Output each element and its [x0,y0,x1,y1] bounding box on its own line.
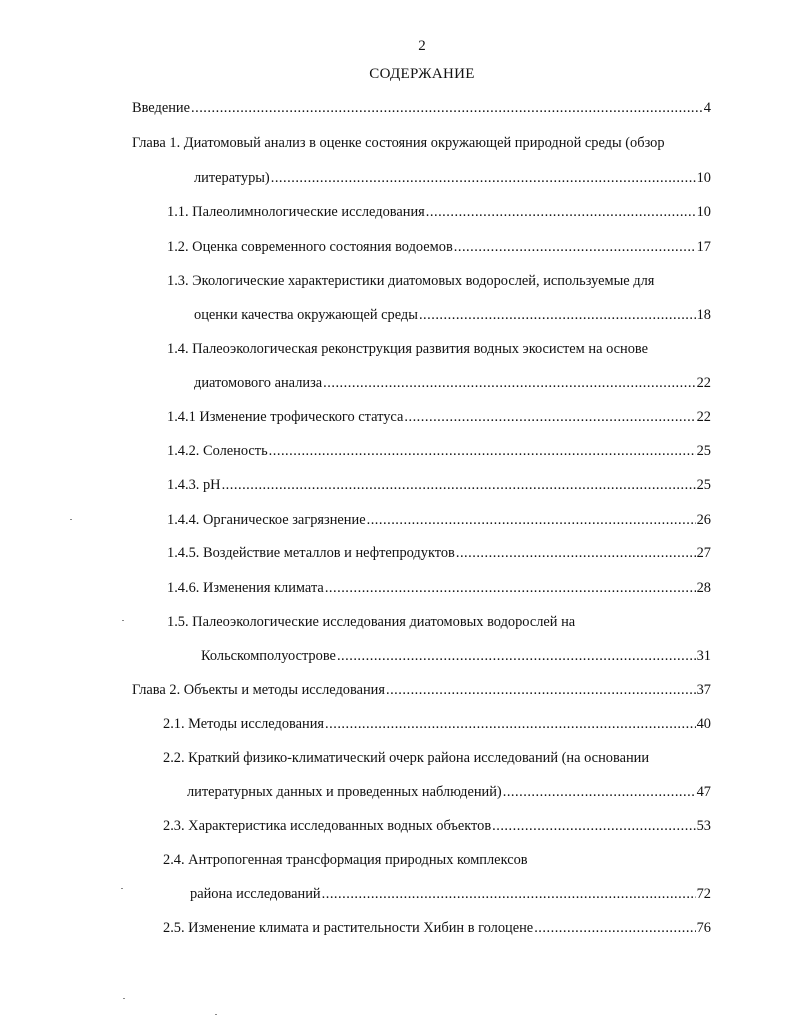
toc-page-number: 47 [696,784,711,800]
toc-entry-1-2 [167,237,711,257]
scan-speck [70,519,72,520]
scan-speck [122,620,124,621]
toc-entry-1-4-3 [167,475,711,495]
toc-entry-1-5-line-1: 1.5. Палеоэкологические исследования диатомовых водорослей на [167,614,576,630]
dot-leader [322,884,696,904]
dot-leader [325,578,696,598]
toc-page-number: 25 [696,477,711,493]
toc-entry-1-4-6 [167,578,711,598]
toc-entry-text: 1.2. Оценка современного состояния водоемов [167,239,453,255]
toc-entry-1-3-line-2 [194,305,711,325]
toc-entry-1-4-2 [167,441,711,461]
toc-entry-text: Введение [132,100,191,116]
toc-page-number: 22 [696,375,711,391]
dot-leader [337,646,696,666]
toc-entry-2-5 [163,918,711,938]
toc-entry-chapter-1-line-2 [194,168,711,188]
toc-entry-2-4-line-2 [190,884,711,904]
toc-entry-1-4-4 [167,510,711,530]
toc-entry-text: 1.4.4. Органическое загрязнение [167,512,366,528]
toc-page-number: 76 [696,920,711,936]
dot-leader [456,543,696,563]
dot-leader [492,816,695,836]
toc-entry-text: 1.4.5. Воздействие металлов и нефтепродуктов [167,545,455,561]
toc-entry-1-4-line-2 [194,373,711,393]
scan-speck [123,998,125,999]
dot-leader [386,680,696,700]
toc-page-number: 27 [696,545,711,561]
toc-entry-text: диатомового анализа [194,375,323,391]
toc-entry-text: литературных данных и проведенных наблюдений) [187,784,502,800]
toc-entry-1-4-1 [167,407,711,427]
toc-entry-2-3 [163,816,711,836]
toc-entry-text: 2.1. Методы исследования [163,716,325,732]
toc-entry-1-4-line-1: 1.4. Палеоэкологическая реконструкция развития водных экосистем на основе [167,341,649,357]
toc-page-number: 4 [703,100,711,116]
dot-leader [426,202,696,222]
toc-entry-1-5-line-2 [201,646,711,666]
toc-entry-intro [132,98,711,118]
toc-entry-chapter-1-line-1: Глава 1. Диатомовый анализ в оценке состояния окружающей природной среды (обзор [132,135,665,151]
toc-entry-text: 2.5. Изменение климата и растительности Хибин в голоцене [163,920,534,936]
toc-page-number: 26 [696,512,711,528]
toc-entry-text: 1.4.1 Изменение трофического статуса [167,409,404,425]
toc-entry-chapter-2 [132,680,711,700]
dot-leader [503,782,696,802]
toc-page-number: 10 [696,204,711,220]
toc-entry-text: литературы) [194,170,270,186]
toc-page-number: 25 [696,443,711,459]
scan-speck [121,888,123,889]
page-title: СОДЕРЖАНИЕ [369,66,475,82]
toc-page-number: 40 [696,716,711,732]
toc-page-number: 17 [696,239,711,255]
toc-entry-text: Кольскомполуострове [201,648,336,664]
toc-page-number: 28 [696,580,711,596]
dot-leader [454,237,696,257]
toc-page-number: 53 [696,818,711,834]
dot-leader [191,98,703,118]
toc-entry-text: оценки качества окружающей среды [194,307,418,323]
toc-page-number: 31 [696,648,711,664]
dot-leader [222,475,696,495]
toc-page-number: 10 [696,170,711,186]
scan-speck [215,1014,217,1015]
dot-leader [534,918,695,938]
toc-entry-text: 1.4.2. Соленость [167,443,268,459]
dot-leader [404,407,695,427]
toc-entry-text: 2.3. Характеристика исследованных водных объектов [163,818,492,834]
toc-page-number: 37 [696,682,711,698]
toc-entry-1-3-line-1: 1.3. Экологические характеристики диатомовых водорослей, используемые для [167,273,655,289]
toc-entry-1-1 [167,202,711,222]
toc-entry-text: 1.1. Палеолимнологические исследования [167,204,425,220]
dot-leader [269,441,696,461]
toc-entry-1-4-5 [167,543,711,563]
dot-leader [323,373,695,393]
dot-leader [367,510,696,530]
toc-entry-2-1 [163,714,711,734]
dot-leader [325,714,696,734]
toc-entry-text: района исследований [190,886,321,902]
toc-page-number: 72 [696,886,711,902]
toc-entry-2-4-line-1: 2.4. Антропогенная трансформация природных комплексов [163,852,528,868]
dot-leader [271,168,696,188]
toc-page-number: 22 [696,409,711,425]
toc-page-number: 18 [696,307,711,323]
toc-entry-2-2-line-2 [187,782,711,802]
dot-leader [419,305,696,325]
toc-entry-text: Глава 2. Объекты и методы исследования [132,682,385,698]
page-number: 2 [418,38,426,54]
toc-entry-text: 1.4.6. Изменения климата [167,580,324,596]
toc-entry-text: 1.4.3. pH [167,477,221,493]
toc-entry-2-2-line-1: 2.2. Краткий физико-климатический очерк района исследований (на основании [163,750,650,766]
